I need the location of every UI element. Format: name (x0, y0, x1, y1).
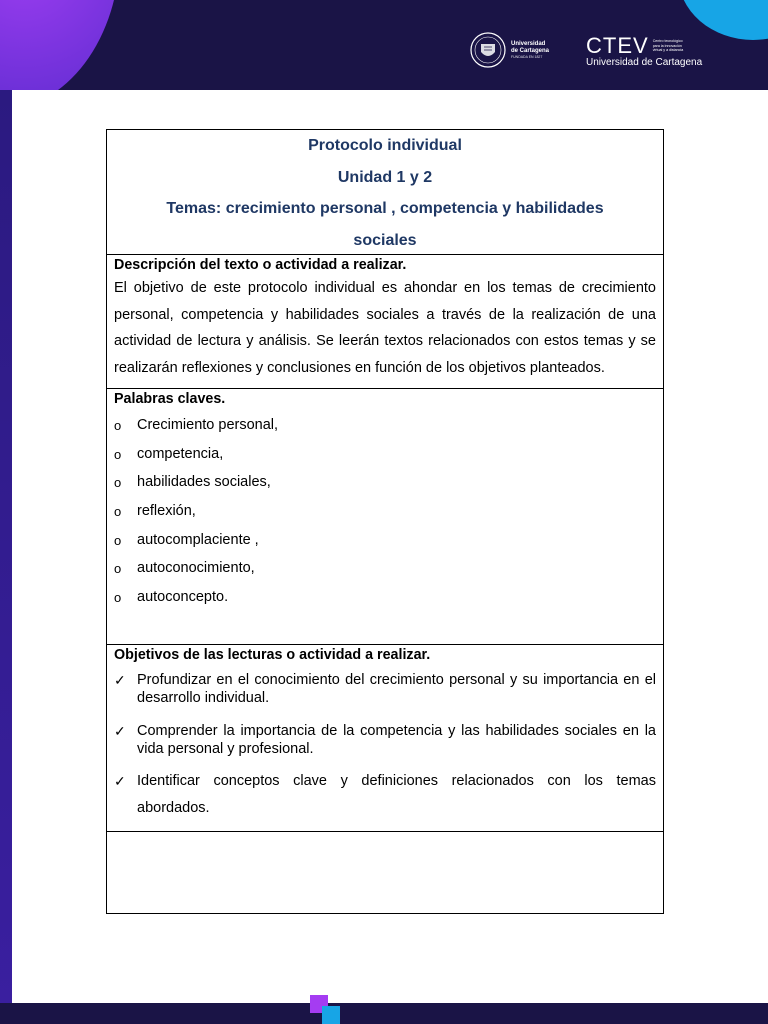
keywords-list (114, 417, 656, 618)
bullet-icon: o (114, 590, 122, 606)
bullet-icon: o (114, 532, 122, 548)
keyword-text: habilidades sociales, (137, 474, 271, 491)
protocol-table (106, 129, 664, 914)
keyword-text: autoconocimiento, (137, 560, 255, 577)
ctev-logo (586, 33, 703, 69)
title-line-3: Temas: crecimiento personal , competencia y habilidades (166, 200, 604, 217)
checkmark-icon: ✓ (114, 773, 126, 789)
keywords-cell (107, 389, 663, 645)
decorative-blue-circle (678, 0, 768, 40)
list-item (114, 417, 656, 446)
list-item (114, 474, 656, 503)
list-item (114, 503, 656, 532)
list-item (114, 446, 656, 475)
universidad-de-cartagena-logo (470, 32, 549, 68)
udc-logo-line1: Universidad (511, 40, 546, 47)
bullet-icon: o (114, 475, 122, 491)
list-item (114, 589, 656, 618)
keyword-text: autocomplaciente , (137, 531, 259, 548)
objective-text: Identificar conceptos clave y definiciones relacionados con los temas abordados. (137, 773, 656, 816)
objective-text: Comprender la importancia de la competencia y las habilidades sociales en la vida personal y profesional. (137, 723, 656, 757)
ctev-wordmark: CTEV (586, 33, 649, 58)
ctev-tagline: Centro tecnológico para la innovación virtual y a distancia (652, 39, 684, 53)
description-text: El objetivo de este protocolo individual es ahondar en los temas de crecimiento personal, competencia y habilidades sociales a través de la realización de una actividad de lectura y análisis. Se leerán textos relacionados con estos temas y se realizarán reflexiones y conclusiones en función de los objetivos planteados. (114, 280, 656, 376)
empty-cell (107, 832, 663, 913)
description-cell (107, 255, 663, 389)
title-cell (107, 130, 663, 255)
objective-text: Profundizar en el conocimiento del crecimiento personal y su importancia en el desarrollo individual. (137, 672, 656, 706)
objectives-list (114, 672, 656, 821)
objectives-cell (107, 645, 663, 832)
udc-logo-line3: FUNDADA EN 1827 (511, 54, 543, 59)
title-line-4: sociales (353, 231, 417, 249)
list-item (114, 672, 656, 707)
checkmark-icon: ✓ (114, 672, 126, 688)
list-item (114, 768, 656, 821)
university-seal-icon (470, 32, 506, 68)
bullet-icon: o (114, 418, 122, 433)
ctev-institution: Universidad de Cartagena (586, 57, 703, 68)
bottom-band (0, 1003, 768, 1024)
bullet-icon: o (114, 504, 122, 520)
keyword-text: competencia, (137, 445, 224, 462)
checkmark-icon: ✓ (114, 723, 126, 739)
keyword-text: autoconcepto. (137, 589, 229, 606)
list-item (114, 560, 656, 589)
keyword-text: Crecimiento personal, (137, 417, 279, 433)
title-line-1: Protocolo individual (308, 137, 462, 154)
udc-logo-line2: de Cartagena (511, 47, 550, 54)
title-line-2: Unidad 1 y 2 (337, 168, 433, 186)
keywords-heading: Palabras claves. (114, 391, 226, 407)
bullet-icon: o (114, 446, 122, 462)
bullet-icon: o (114, 561, 122, 577)
keyword-text: reflexión, (137, 503, 196, 520)
left-accent-bar (0, 90, 12, 1024)
decorative-blue-square (322, 1006, 340, 1024)
description-heading: Descripción del texto o actividad a realizar. (114, 257, 407, 273)
list-item (114, 532, 656, 561)
objectives-heading: Objetivos de las lecturas o actividad a realizar. (114, 647, 431, 663)
list-item (114, 723, 656, 758)
